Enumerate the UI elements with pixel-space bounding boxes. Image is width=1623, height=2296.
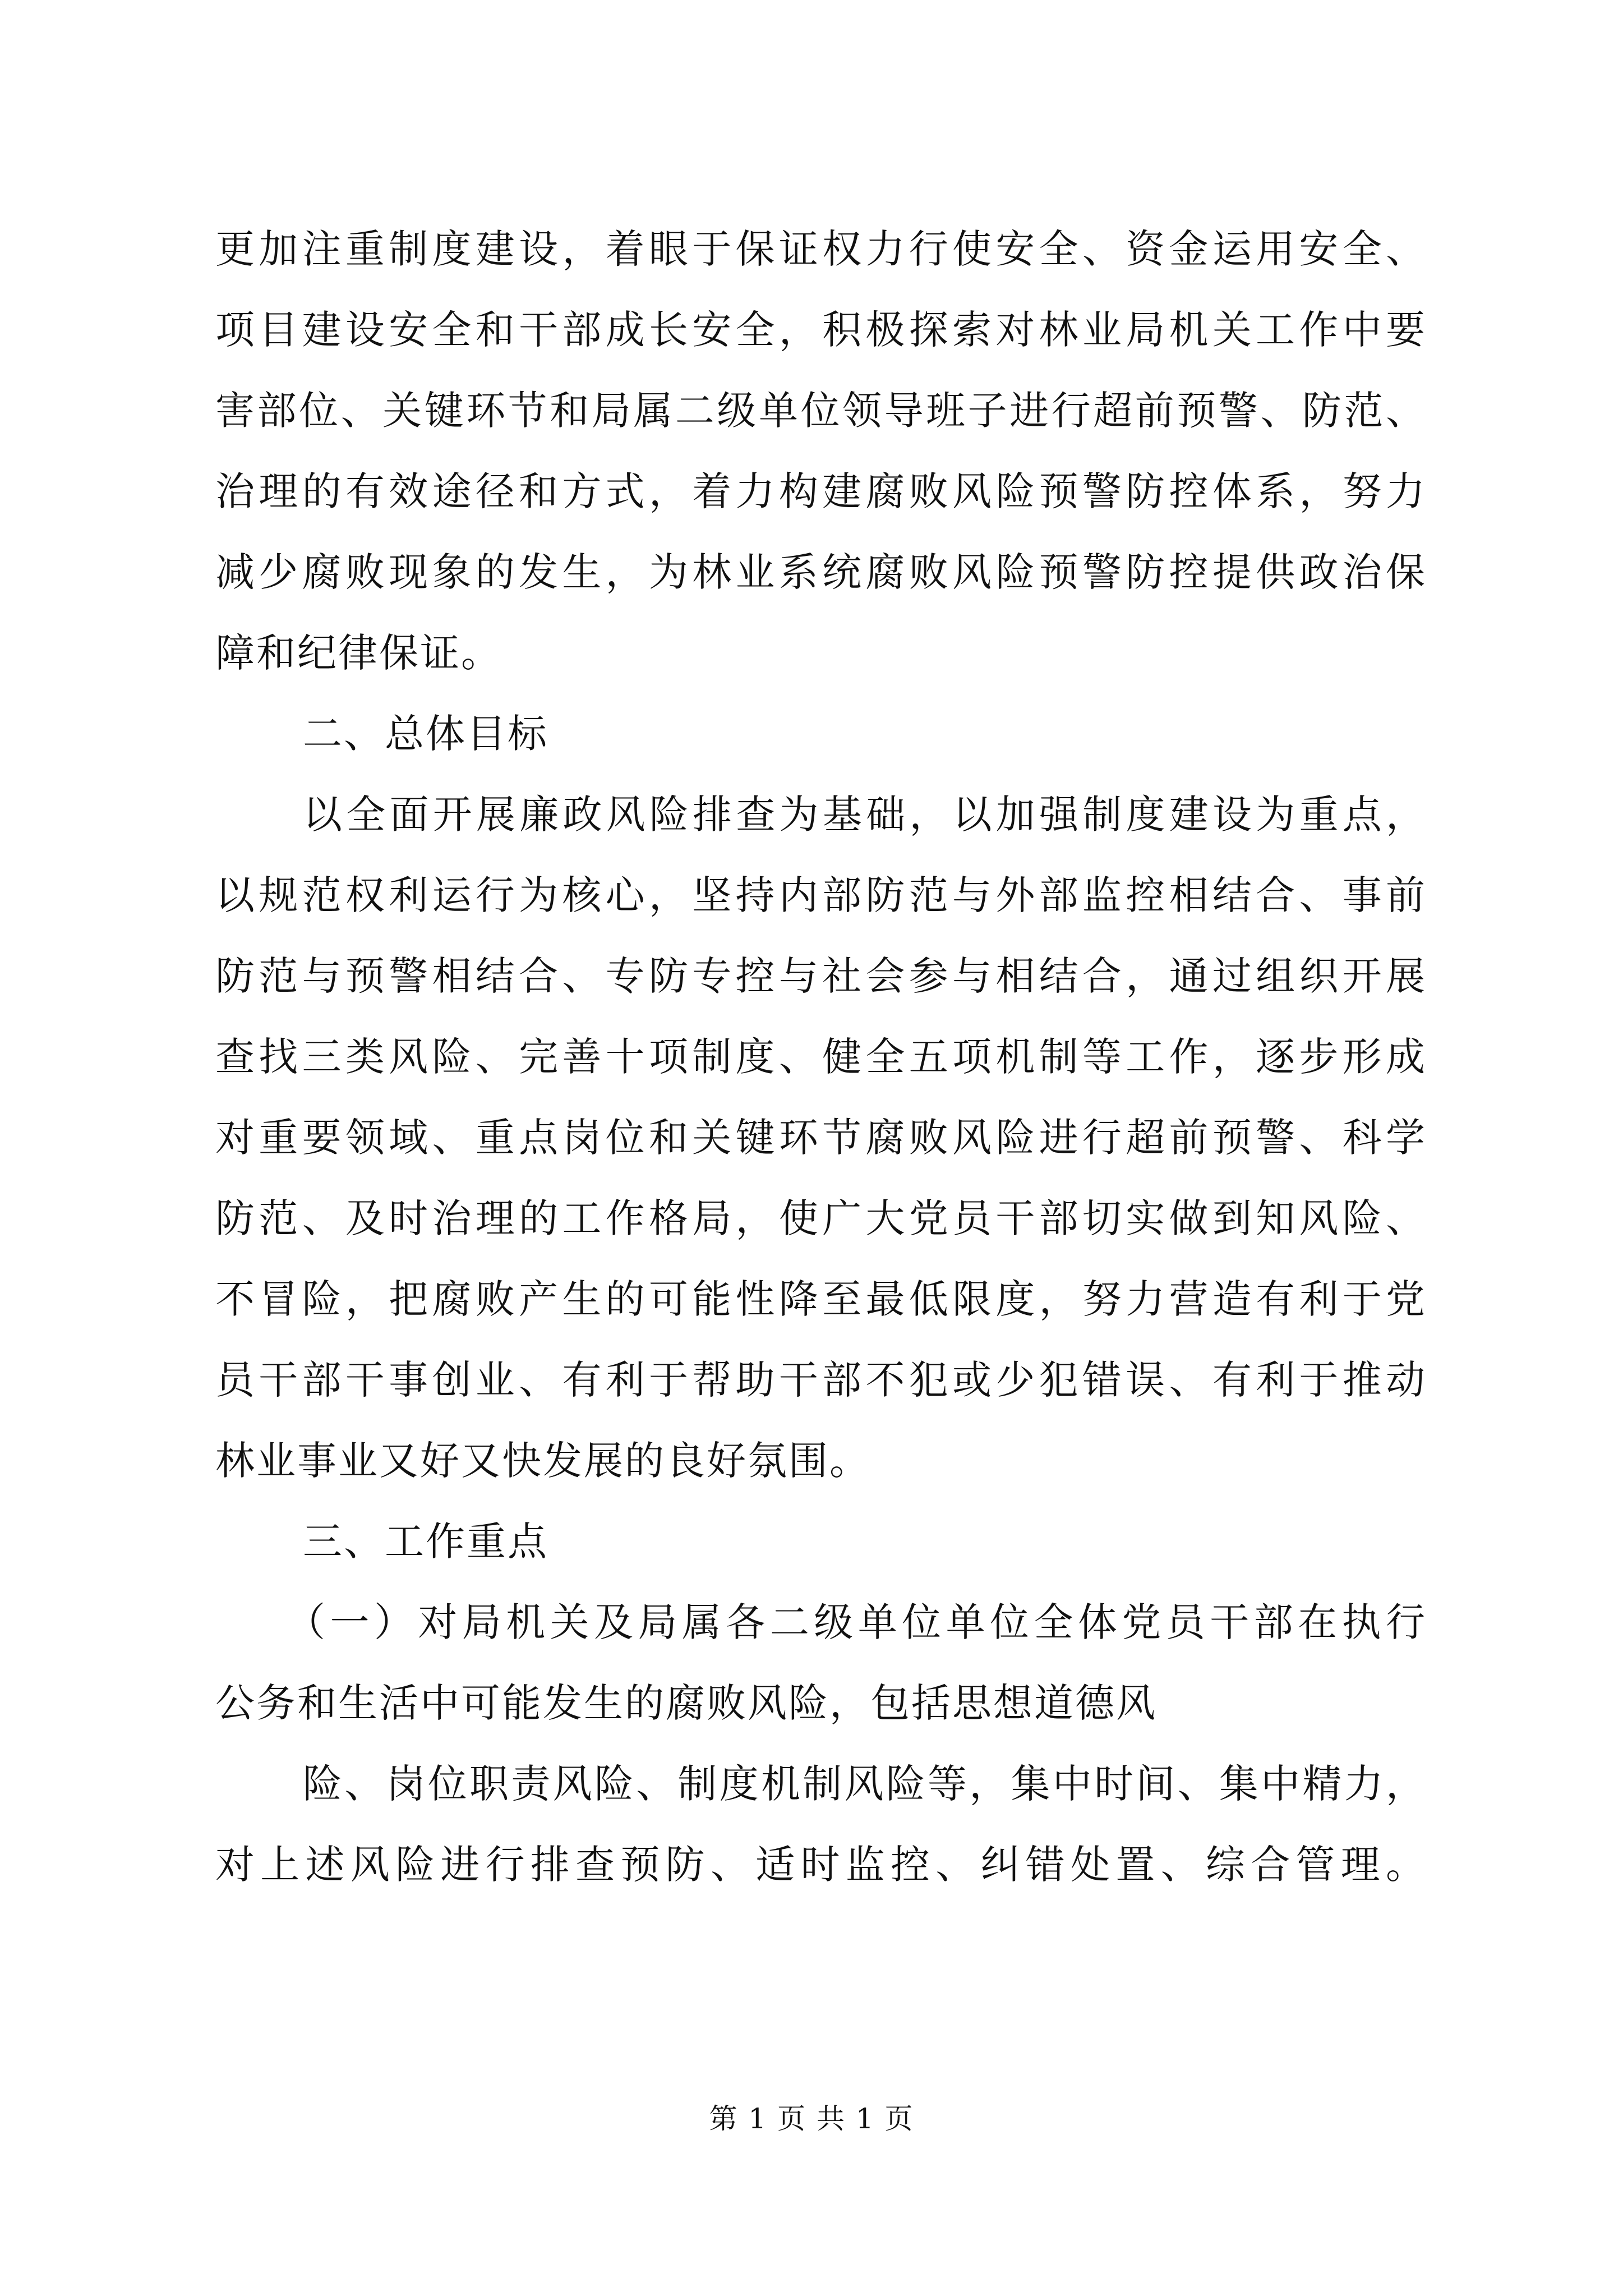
paragraph-line: 项目建设安全和干部成长安全，积极探索对林业局机关工作中要: [215, 307, 1427, 353]
paragraph-line: 不冒险，把腐败产生的可能性降至最低限度，努力营造有利于党: [215, 1276, 1427, 1322]
paragraph-line: 防范、及时治理的工作格局，使广大党员干部切实做到知风险、: [215, 1195, 1427, 1241]
paragraph-line: 减少腐败现象的发生，为林业系统腐败风险预警防控提供政治保: [215, 549, 1427, 595]
paragraph-line: 以全面开展廉政风险排查为基础，以加强制度建设为重点，: [303, 792, 1427, 838]
page-footer: 第 1 页 共 1 页: [709, 2102, 914, 2135]
paragraph-line: 险、岗位职责风险、制度机制风险等，集中时间、集中精力，: [303, 1761, 1427, 1807]
paragraph-line: 对上述风险进行排查预防、适时监控、纠错处置、综合管理。: [215, 1842, 1427, 1888]
section-heading: 三、工作重点: [303, 1519, 548, 1565]
paragraph-line: 以规范权利运行为核心，坚持内部防范与外部监控相结合、事前: [215, 872, 1427, 918]
document-body: [215, 209, 1427, 1905]
paragraph-line: 障和纪律保证。: [215, 630, 502, 676]
paragraph-line: 更加注重制度建设，着眼于保证权力行使安全、资金运用安全、: [215, 226, 1427, 272]
paragraph-line: 防范与预警相结合、专防专控与社会参与相结合，通过组织开展: [215, 953, 1427, 999]
paragraph-line: 害部位、关键环节和局属二级单位领导班子进行超前预警、防范、: [215, 388, 1427, 434]
paragraph-line: （一）对局机关及局属各二级单位单位全体党员干部在执行: [286, 1599, 1427, 1645]
paragraph-line: 治理的有效途径和方式，着力构建腐败风险预警防控体系，努力: [215, 468, 1427, 514]
paragraph-line: 林业事业又好又快发展的良好氛围。: [215, 1438, 870, 1484]
paragraph-line: 对重要领域、重点岗位和关键环节腐败风险进行超前预警、科学: [215, 1115, 1427, 1161]
paragraph-line: 员干部干事创业、有利于帮助干部不犯或少犯错误、有利于推动: [215, 1357, 1427, 1403]
paragraph-line: 公务和生活中可能发生的腐败风险，包括思想道德风: [215, 1680, 1157, 1726]
paragraph-line: 查找三类风险、完善十项制度、健全五项机制等工作，逐步形成: [215, 1034, 1427, 1080]
section-heading: 二、总体目标: [303, 711, 548, 757]
